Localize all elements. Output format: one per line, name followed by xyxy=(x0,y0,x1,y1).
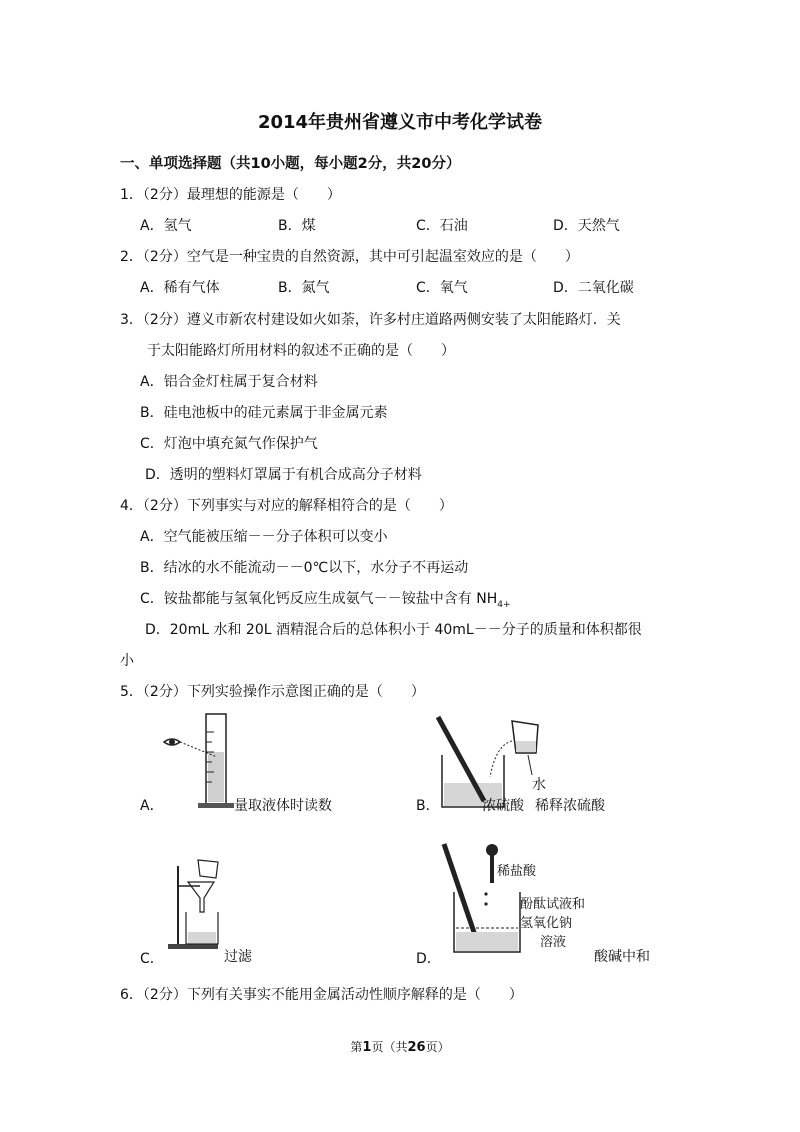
q1-option-c: C．石油 xyxy=(416,218,468,234)
q5-option-b-caption: 稀释浓硫酸 xyxy=(535,798,605,814)
footer-prefix: 第 xyxy=(350,1040,363,1054)
question-3-stem-line2: 于太阳能路灯所用材料的叙述不正确的是（ ） xyxy=(147,343,455,359)
q5-option-c-caption: 过滤 xyxy=(224,949,252,965)
q5-option-a-letter: A． xyxy=(140,798,164,814)
footer-total-pages: 26 xyxy=(407,1040,426,1055)
footer-suffix: 页） xyxy=(425,1040,450,1054)
q3-option-d: D．透明的塑料灯罩属于有机合成高分子材料 xyxy=(145,467,422,483)
q4-option-a: A．空气能被压缩－－分子体积可以变小 xyxy=(140,529,388,545)
q4-option-c-text: C．铵盐都能与氢氧化钙反应生成氨气－－铵盐中含有 NH xyxy=(140,591,498,607)
filtration-setup-figure xyxy=(160,856,230,956)
page-footer xyxy=(0,1038,800,1055)
q3-option-c: C．灯泡中填充氮气作保护气 xyxy=(140,436,318,452)
document-title: 2014年贵州省遵义市中考化学试卷 xyxy=(257,112,543,133)
q5-option-d-indicator-line1: 酚酞试液和 xyxy=(520,897,586,912)
q5-option-a-caption: 量取液体时读数 xyxy=(234,798,332,814)
question-5-stem: 5．（2分）下列实验操作示意图正确的是（ ） xyxy=(120,684,425,700)
q2-option-a: A．稀有气体 xyxy=(140,280,220,296)
q3-option-a: A．铝合金灯柱属于复合材料 xyxy=(140,374,318,390)
q5-option-d-caption: 酸碱中和 xyxy=(594,949,650,965)
question-3-stem-line1: 3．（2分）遵义市新农村建设如火如荼，许多村庄道路两侧安装了太阳能路灯．关 xyxy=(120,312,621,328)
q4-option-c-subscript: 4+ xyxy=(497,599,511,610)
q2-option-b: B．氮气 xyxy=(278,280,330,296)
question-6-stem: 6．（2分）下列有关事实不能用金属活动性顺序解释的是（ ） xyxy=(120,987,523,1003)
q5-option-b-letter: B． xyxy=(416,798,440,814)
section-heading: 一、单项选择题（共10小题，每小题2分，共20分） xyxy=(120,156,461,172)
q1-option-d: D．天然气 xyxy=(553,218,620,234)
question-4-stem: 4．（2分）下列事实与对应的解释相符合的是（ ） xyxy=(120,498,453,514)
q4-option-c xyxy=(140,588,511,610)
q5-option-c-letter: C． xyxy=(140,951,164,967)
q3-option-b: B．硅电池板中的硅元素属于非金属元素 xyxy=(140,405,388,421)
q1-option-a: A．氢气 xyxy=(140,218,192,234)
q2-option-c: C．氧气 xyxy=(416,280,468,296)
footer-page-number: 1 xyxy=(362,1040,372,1055)
q5-option-b-water-label: 水 xyxy=(532,777,546,793)
q5-option-d-hcl-label: 稀盐酸 xyxy=(497,864,537,879)
question-2-stem: 2．（2分）空气是一种宝贵的自然资源，其中可引起温室效应的是（ ） xyxy=(120,249,579,265)
footer-middle: 页（共 xyxy=(371,1040,408,1054)
q5-option-d-indicator-line2: 氢氧化钠 xyxy=(520,916,573,931)
q4-option-b: B．结冰的水不能流动－－0℃以下，水分子不再运动 xyxy=(140,560,469,576)
q2-option-d: D．二氧化碳 xyxy=(553,280,634,296)
q1-option-b: B．煤 xyxy=(278,218,316,234)
graduated-cylinder-figure xyxy=(162,712,242,812)
q5-option-d-indicator-line3: 溶液 xyxy=(540,935,567,950)
q4-option-d-line1: D．20mL 水和 20L 酒精混合后的总体积小于 40mL－－分子的质量和体积都很 xyxy=(145,622,642,638)
q5-option-b-acid-label: 浓硫酸 xyxy=(482,798,524,814)
question-1-stem: 1．（2分）最理想的能源是（ ） xyxy=(120,187,341,203)
q5-option-d-letter: D． xyxy=(416,951,441,967)
q4-option-d-line2: 小 xyxy=(120,653,134,669)
